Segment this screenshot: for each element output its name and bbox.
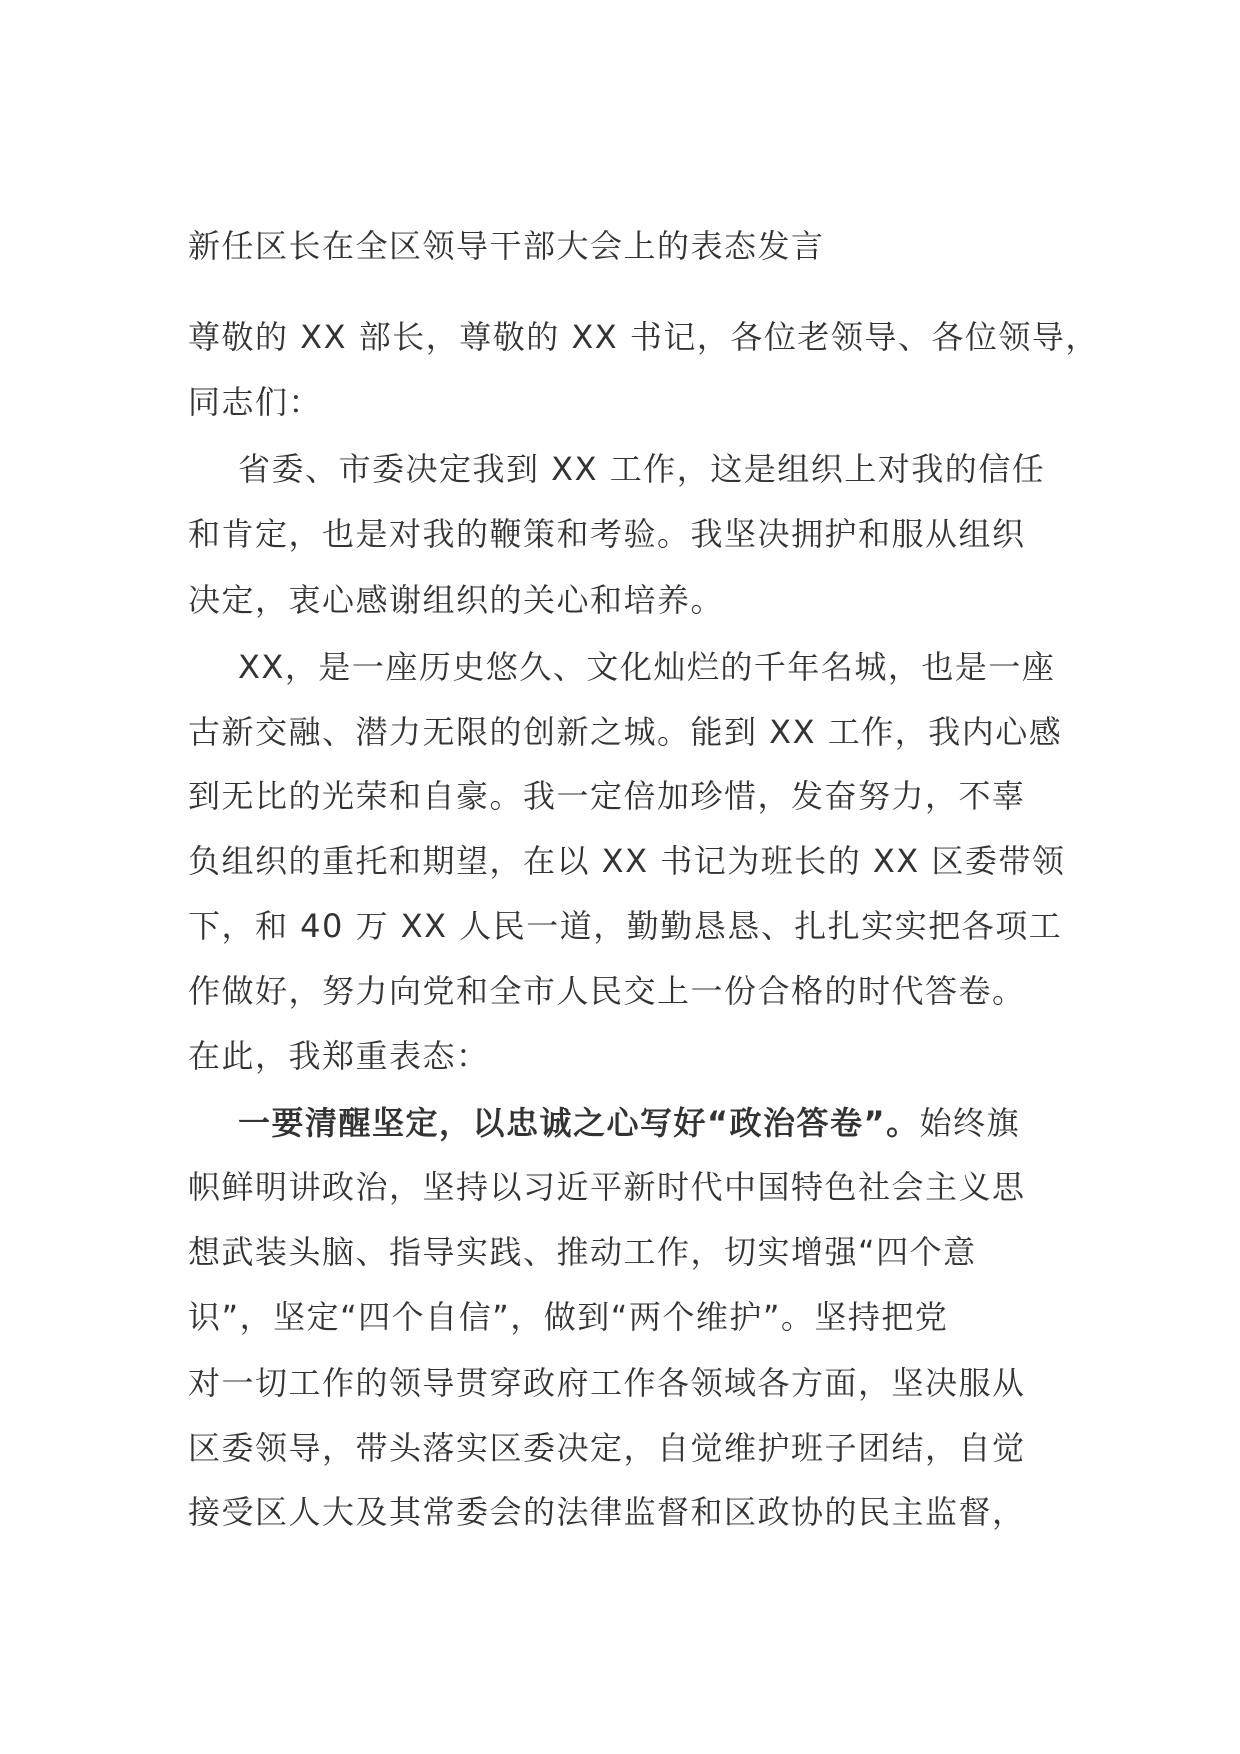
body-text-line [188,1492,1026,1532]
body-text-line [188,841,1065,881]
body-text-line [188,1167,1026,1207]
line-text: 同志们： [188,383,323,421]
line-text: 到无比的光荣和自豪。我一定倍加珍惜，发奋努力，不辜 [188,777,1026,815]
body-text-line [188,514,1026,554]
line-text: 省委、市委决定我到 XX 工作，这是组织上对我的信任 [238,450,1046,488]
body-text-line [188,776,1026,816]
body-text-line [188,1363,1026,1403]
line-text: 想武装头脑、指导实践、推动工作，切实增强“四个意 [188,1233,977,1271]
body-text-line [188,580,724,620]
line-text: 帜鲜明讲政治，坚持以习近平新时代中国特色社会主义思 [188,1168,1026,1206]
body-text-line [188,906,1062,946]
line-text: 区委领导，带头落实区委决定，自觉维护班子团结，自觉 [188,1429,1026,1467]
body-text-line [188,317,1099,357]
line-text: 识”，坚定“四个自信”，做到“两个维护”。坚持把党 [188,1298,949,1336]
document-title: 新任区长在全区领导干部大会上的表态发言 [188,227,825,265]
body-text-line [188,1036,490,1076]
body-text-line [188,1297,948,1337]
line-text: XX，是一座历史悠久、文化灿烂的千年名城，也是一座 [238,648,1056,686]
line-text: 负组织的重托和期望，在以 XX 书记为班长的 XX 区委带领 [188,842,1066,880]
line-text: 在此，我郑重表态： [188,1037,490,1075]
line-text: 始终旗 [919,1104,1021,1142]
line-text: 尊敬的 XX 部长，尊敬的 XX 书记，各位老领导、各位领导， [188,318,1099,356]
line-text: 古新交融、潜力无限的创新之城。能到 XX 工作，我内心感 [188,713,1063,751]
line-text: 和肯定，也是对我的鞭策和考验。我坚决拥护和服从组织 [188,515,1026,553]
line-text: 对一切工作的领导贯穿政府工作各领域各方面，坚决服从 [188,1364,1026,1402]
body-text-line [188,1428,1026,1468]
body-text-line [188,382,322,422]
body-text-line [188,971,1026,1011]
body-text-line [188,712,1062,752]
line-text: 下，和 40 万 XX 人民一道，勤勤恳恳、扎扎实实把各项工 [188,907,1063,945]
line-text: 接受区人大及其常委会的法律监督和区政协的民主监督， [188,1493,1026,1531]
body-text-line [238,1103,1020,1143]
body-text-line [238,647,1055,687]
body-text-line [188,1232,977,1272]
line-text: 作做好，努力向党和全市人民交上一份合格的时代答卷。 [188,972,1026,1010]
body-text-line [238,449,1045,489]
line-text: 决定，衷心感谢组织的关心和培养。 [188,581,725,619]
bold-heading-text: 一要清醒坚定，以忠诚之心写好“政治答卷”。 [238,1104,920,1142]
